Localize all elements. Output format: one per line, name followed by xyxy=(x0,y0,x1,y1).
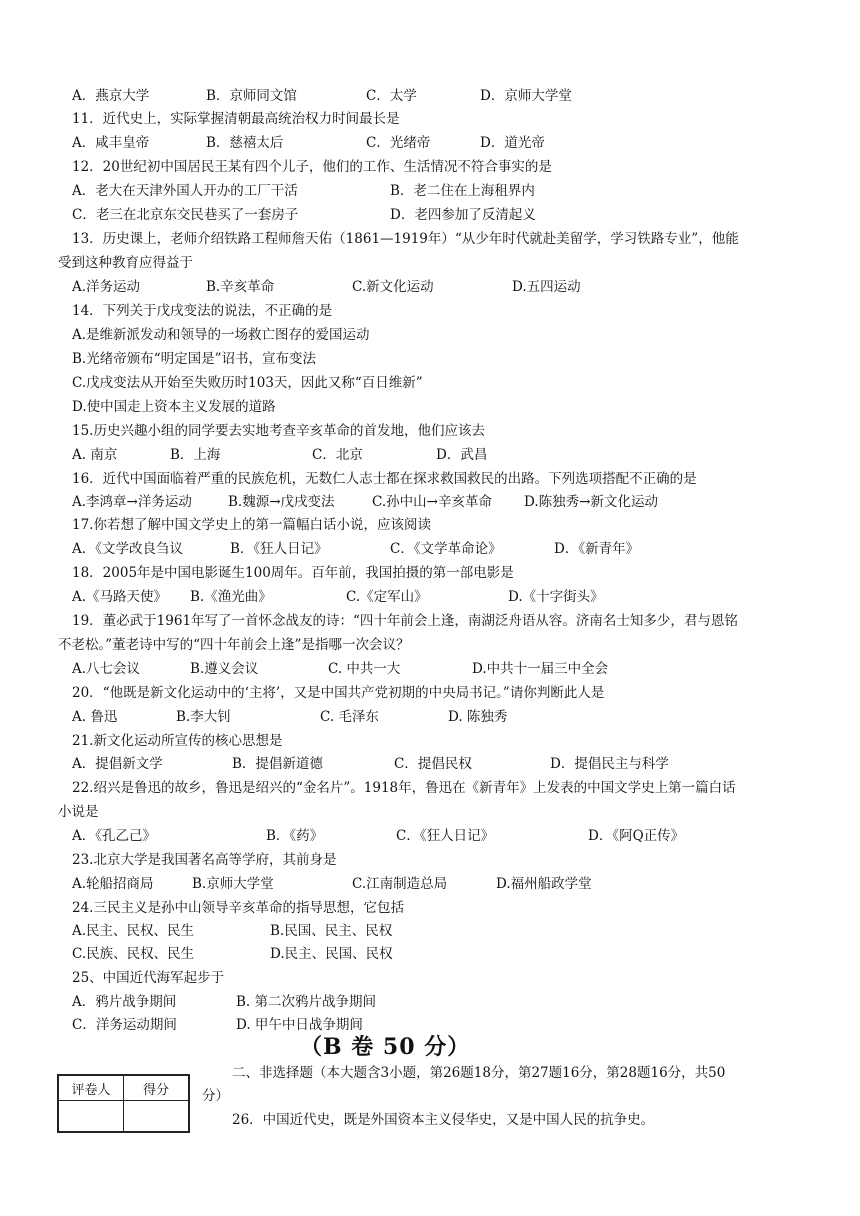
option-c: C．提倡民权 xyxy=(394,756,472,772)
score-label: 得分 xyxy=(124,1075,190,1101)
option-a: A．咸丰皇帝 xyxy=(72,135,150,151)
q21-options xyxy=(72,753,820,775)
option-b: B.辛亥革命 xyxy=(206,279,275,295)
q17-options xyxy=(72,538,820,560)
question-12: 12．20世纪初中国居民王某有四个儿子，他们的工作、生活情况不符合事实的是 xyxy=(72,159,552,175)
option-c: C．洋务运动期间 xyxy=(72,1017,177,1033)
question-26: 26．中国近代史，既是外国资本主义侵华史，又是中国人民的抗争史。 xyxy=(232,1112,655,1128)
option-d: D．武昌 xyxy=(436,447,488,463)
q12-options-row1 xyxy=(72,180,820,202)
option-d: D．提倡民主与科学 xyxy=(550,756,669,772)
option-a: A.八七会议 xyxy=(72,661,141,677)
option-a: A.李鸿章→洋务运动 xyxy=(72,494,192,510)
question-15: 15.历史兴趣小组的同学要去实地考查辛亥革命的首发地，他们应该去 xyxy=(72,423,485,439)
option-d: D.中共十一届三中全会 xyxy=(472,661,609,677)
option-b: B．京师同文馆 xyxy=(206,88,297,104)
option-c: C．光绪帝 xyxy=(366,135,431,151)
question-23: 23.北京大学是我国著名高等学府，其前身是 xyxy=(72,852,337,868)
option-a: A.民主、民权、民生 xyxy=(72,923,195,939)
option-d: D．《阿Q正传》 xyxy=(588,828,685,844)
q24-options-row1 xyxy=(72,920,820,942)
question-13-line1: 13．历史课上，老师介绍铁路工程师詹天佑（1861—1919年）“从少年时代就赴美留学，学习铁路专业”，他能 xyxy=(72,231,739,247)
section-b-title: （B 卷 50 分） xyxy=(300,1034,471,1060)
option-c: C.民族、民权、民生 xyxy=(72,946,195,962)
option-b: B．《药》 xyxy=(266,828,324,844)
option-b: B. 第二次鸦片战争期间 xyxy=(236,994,377,1010)
question-25: 25、中国近代海军起步于 xyxy=(72,970,225,986)
question-22-line1: 22.绍兴是鲁迅的故乡，鲁迅是绍兴的“金名片”。1918年，鲁迅在《新青年》上发表的中国文学史上第一篇白话 xyxy=(72,780,736,796)
option-a: A．《孔乙己》 xyxy=(72,828,156,844)
reviewer-cell[interactable] xyxy=(58,1101,124,1133)
q15-options xyxy=(72,444,820,466)
score-cell[interactable] xyxy=(124,1101,190,1133)
q22-options xyxy=(72,825,820,847)
q10-options xyxy=(72,85,820,107)
option-c: C.孙中山→辛亥革命 xyxy=(372,494,492,510)
option-a: A.《马路天使》 xyxy=(72,589,168,605)
question-19-line2: 不老松。”董老诗中写的“四十年前会上逢”是指哪一次会议？ xyxy=(58,637,410,653)
option-b: B．上海 xyxy=(170,447,221,463)
option-d: D.五四运动 xyxy=(512,279,581,295)
option-c: C.江南制造总局 xyxy=(352,876,448,892)
option-b: B．老二住在上海租界内 xyxy=(390,183,535,199)
option-c: C．太学 xyxy=(366,88,417,104)
section-b-intro-line1: 二、非选择题（本大题含3小题，第26题18分，第27题16分，第28题16分，共50 xyxy=(232,1065,726,1081)
q14-option-d: D.使中国走上资本主义发展的道路 xyxy=(72,399,276,415)
q18-options xyxy=(72,586,820,608)
option-c: C.新文化运动 xyxy=(352,279,434,295)
option-d: D．《新青年》 xyxy=(554,541,640,557)
question-19-line1: 19．董必武于1961年写了一首怀念战友的诗：“四十年前会上逢，南湖泛舟语从容。济南名士知多少，君与恩铭 xyxy=(72,613,738,629)
q13-options xyxy=(72,276,820,298)
option-c: C．《文学革命论》 xyxy=(390,541,502,557)
question-22-line2: 小说是 xyxy=(58,804,99,820)
option-b: B.京师大学堂 xyxy=(192,876,274,892)
section-b-intro-line2: 分） xyxy=(202,1088,229,1104)
q25-options-row1 xyxy=(72,991,820,1013)
option-a: A．鸦片战争期间 xyxy=(72,994,177,1010)
option-a: A．《文学改良刍议 xyxy=(72,541,183,557)
question-17: 17.你若想了解中国文学史上的第一篇幅白话小说，应该阅读 xyxy=(72,517,431,533)
q19-options xyxy=(72,658,820,680)
q14-option-b: B.光绪帝颁布“明定国是”诏书，宣布变法 xyxy=(72,351,317,367)
q16-options xyxy=(72,491,820,513)
question-21: 21.新文化运动所宣传的核心思想是 xyxy=(72,733,283,749)
question-16: 16．近代中国面临着严重的民族危机，无数仁人志士都在探求救国救民的出路。下列选项搭配不正确的是 xyxy=(72,471,697,487)
option-a: A.洋务运动 xyxy=(72,279,141,295)
option-b: B.李大钊 xyxy=(176,709,231,725)
score-table xyxy=(57,1074,190,1133)
option-d: D. 陈独秀 xyxy=(448,709,508,725)
option-c: C．《狂人日记》 xyxy=(396,828,495,844)
question-18: 18．2005年是中国电影诞生100周年。百年前，我国拍摄的第一部电影是 xyxy=(72,565,514,581)
option-c: C.《定军山》 xyxy=(346,589,428,605)
question-20: 20．“他既是新文化运动中的‘主将’，又是中国共产党初期的中央局书记。”请你判断此人是 xyxy=(72,685,605,701)
option-b: B.《渔光曲》 xyxy=(190,589,272,605)
option-c: C．北京 xyxy=(312,447,363,463)
q12-options-row2 xyxy=(72,204,820,226)
question-14: 14．下列关于戊戌变法的说法，不正确的是 xyxy=(72,303,333,319)
option-a: A．老大在天津外国人开办的工厂干活 xyxy=(72,183,298,199)
q11-options xyxy=(72,132,820,154)
option-c: C．老三在北京东交民巷买了一套房子 xyxy=(72,207,299,223)
option-b: B.民国、民主、民权 xyxy=(270,923,393,939)
option-d: D.民主、民国、民权 xyxy=(270,946,393,962)
option-a: A．燕京大学 xyxy=(72,88,150,104)
question-11: 11．近代史上，实际掌握清朝最高统治权力时间最长是 xyxy=(72,111,400,127)
option-b: B.遵义会议 xyxy=(190,661,259,677)
option-d: D. 甲午中日战争期间 xyxy=(236,1017,363,1033)
q24-options-row2 xyxy=(72,943,820,965)
question-13-line2: 受到这种教育应得益于 xyxy=(58,255,193,271)
q14-option-c: C.戊戌变法从开始至失败历时103天，因此又称“百日维新” xyxy=(72,375,423,391)
option-a: A. 鲁迅 xyxy=(72,709,118,725)
option-a: A．提倡新文学 xyxy=(72,756,163,772)
reviewer-label: 评卷人 xyxy=(58,1075,124,1101)
q20-options xyxy=(72,706,820,728)
option-b: B．提倡新道德 xyxy=(232,756,323,772)
option-b: B．《狂人日记》 xyxy=(230,541,328,557)
q23-options xyxy=(72,873,820,895)
option-a: A.轮船招商局 xyxy=(72,876,154,892)
option-d: D．京师大学堂 xyxy=(480,88,572,104)
option-d: D．老四参加了反清起义 xyxy=(390,207,536,223)
option-b: B．慈禧太后 xyxy=(206,135,284,151)
option-b: B.魏源→戊戌变法 xyxy=(228,494,335,510)
q14-option-a: A.是维新派发动和领导的一场救亡图存的爱国运动 xyxy=(72,327,370,343)
option-d: D.陈独秀→新文化运动 xyxy=(524,494,658,510)
option-a: A. 南京 xyxy=(72,447,118,463)
option-d: D.福州船政学堂 xyxy=(496,876,592,892)
question-24: 24.三民主义是孙中山领导辛亥革命的指导思想，它包括 xyxy=(72,900,404,916)
option-c: C. 中共一大 xyxy=(328,661,401,677)
option-d: D．道光帝 xyxy=(480,135,545,151)
option-c: C. 毛泽东 xyxy=(320,709,379,725)
option-d: D.《十字街头》 xyxy=(508,589,604,605)
